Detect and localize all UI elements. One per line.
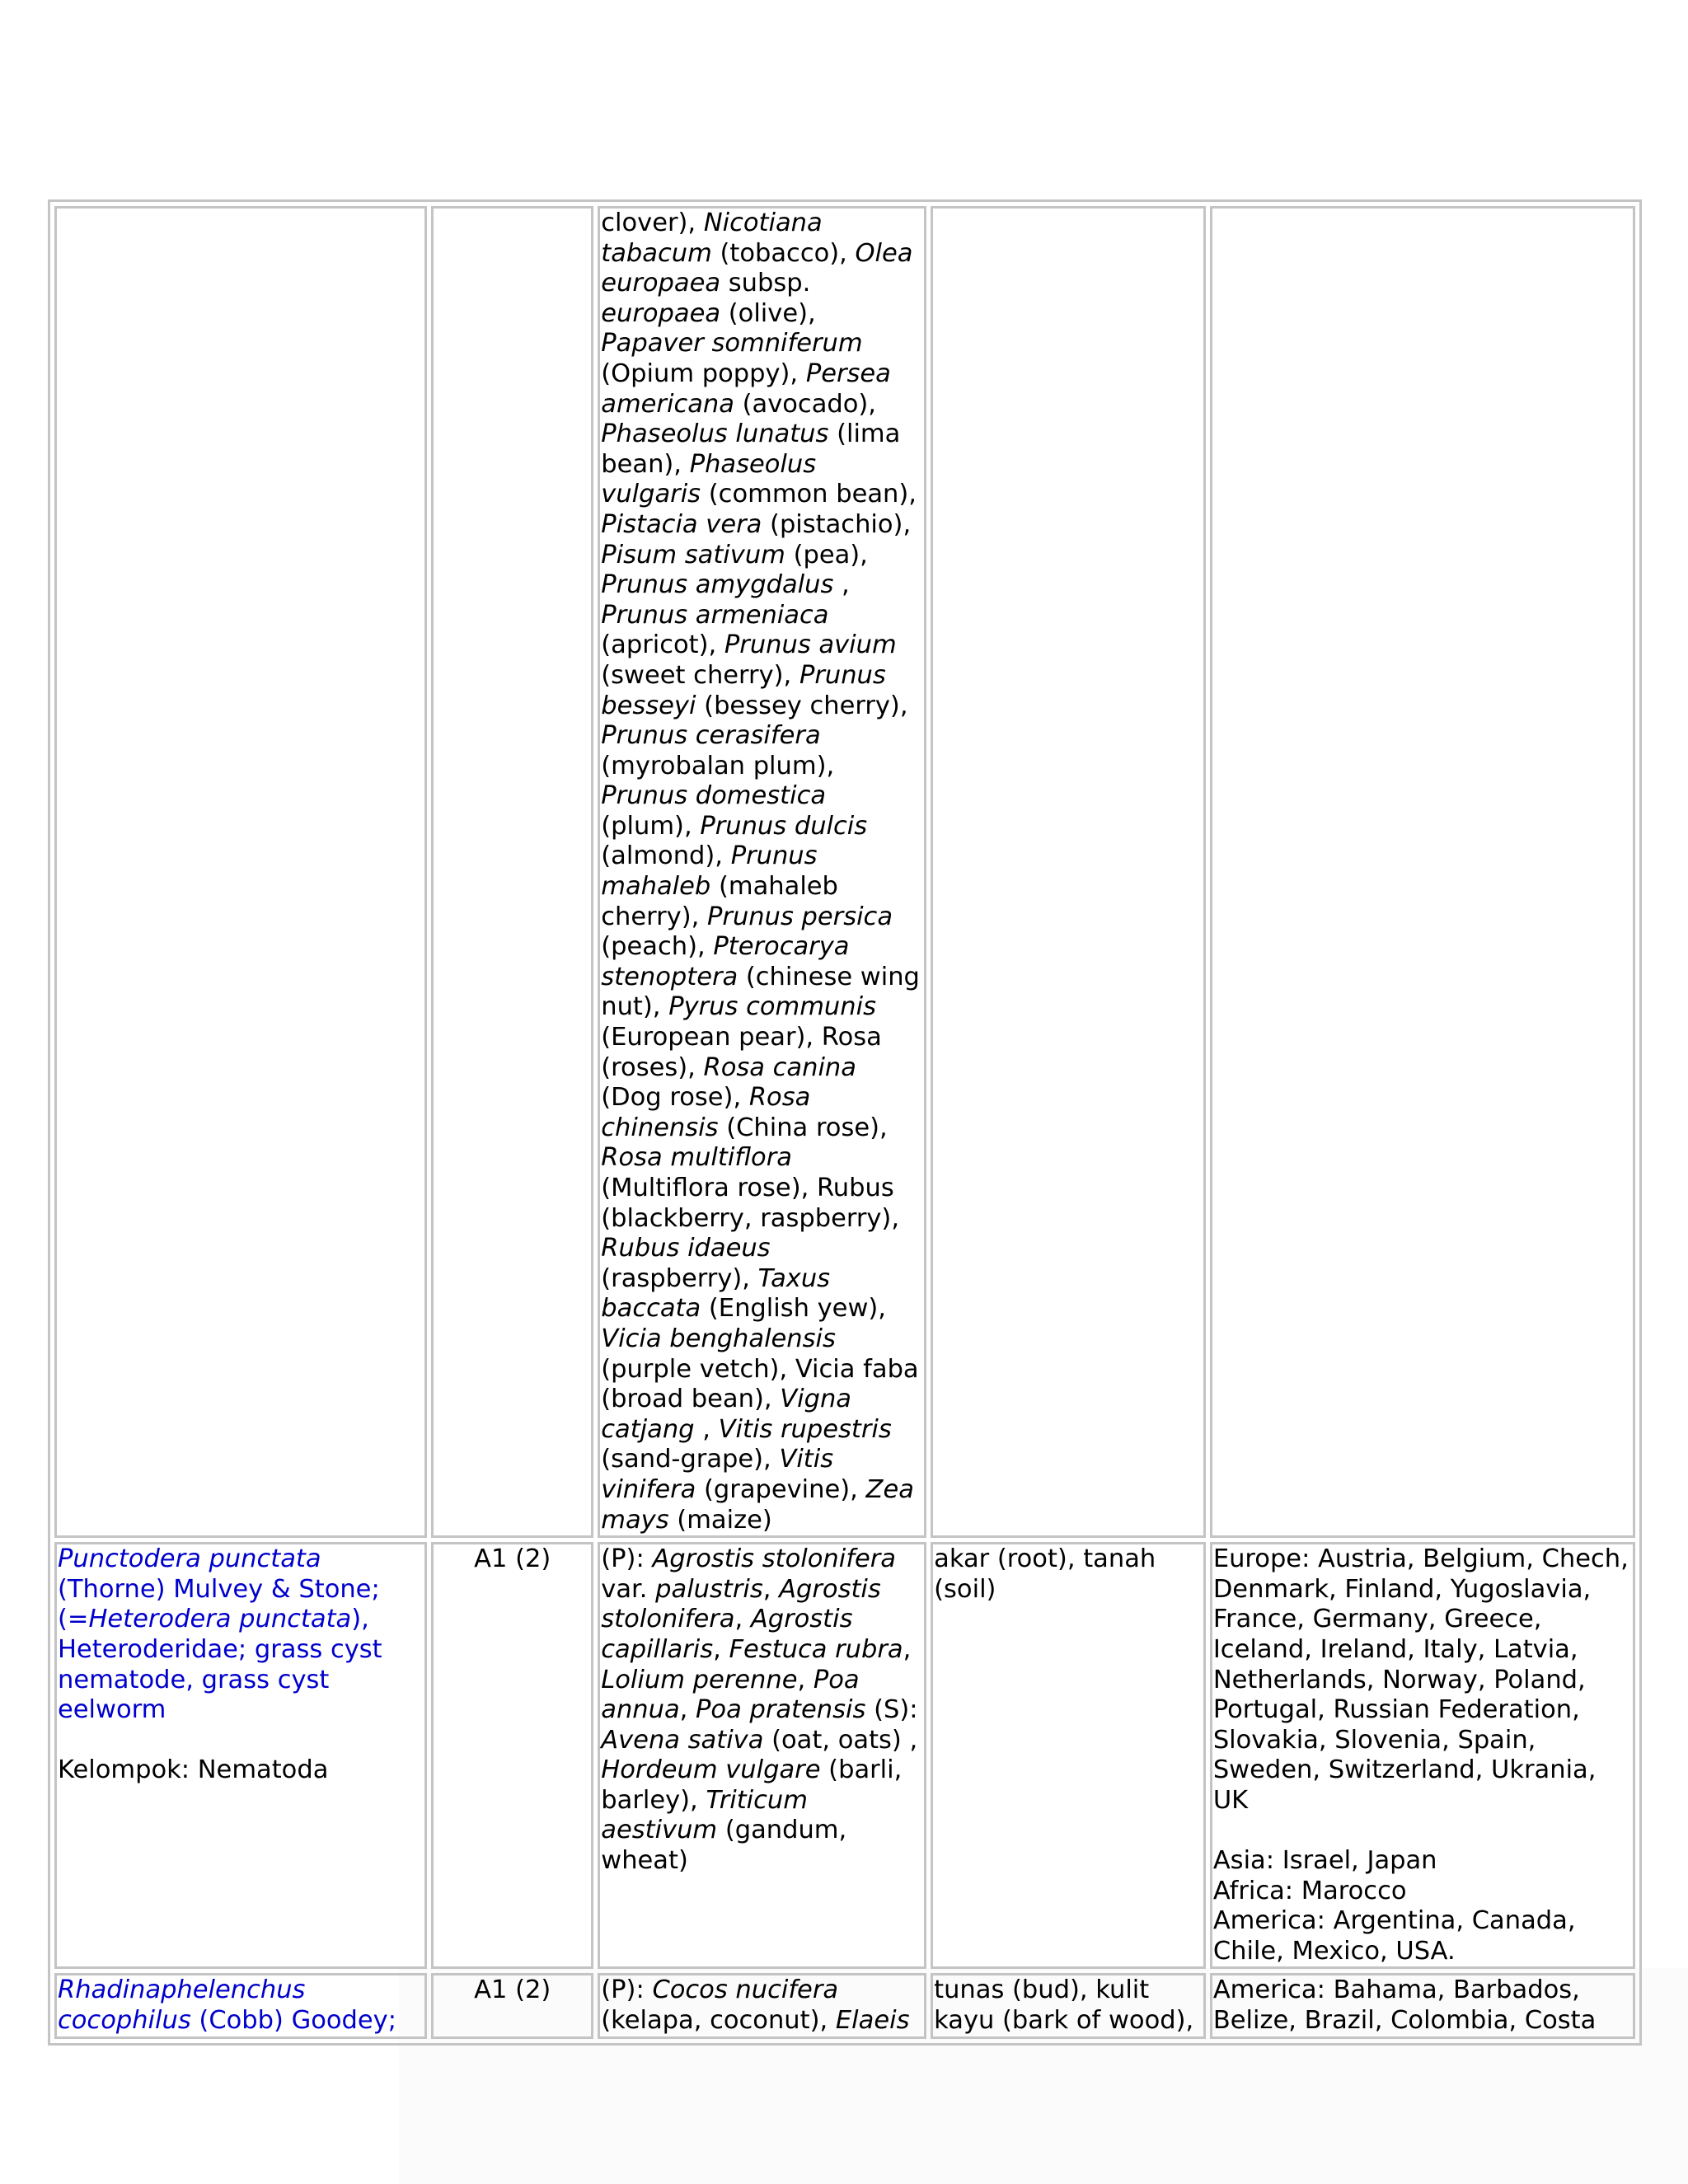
italic-term: Prunus dulcis bbox=[700, 811, 868, 841]
text-run: (pea), bbox=[785, 540, 868, 569]
plant-part-cell bbox=[931, 1973, 1206, 2039]
table-row bbox=[54, 1973, 1635, 2039]
italic-term: Prunus amygdalus bbox=[601, 570, 834, 600]
text-run: clover), bbox=[601, 209, 704, 237]
italic-term: Taxus baccata bbox=[601, 1263, 831, 1324]
italic-term: Phaseolus lunatus bbox=[601, 419, 829, 449]
italic-term: Vitis rupestris bbox=[718, 1414, 892, 1444]
distribution-cell bbox=[1210, 1542, 1635, 1969]
text-run: (tobacco), bbox=[711, 238, 856, 268]
category-cell bbox=[431, 1973, 593, 2039]
italic-term: Lolium perenne bbox=[601, 1665, 798, 1694]
text-run: (kelapa, coconut), bbox=[601, 2006, 836, 2036]
text-run: (plum), bbox=[601, 811, 701, 841]
italic-term: Nicotiana tabacum bbox=[601, 209, 823, 268]
italic-term: Rubus idaeus bbox=[601, 1234, 771, 1263]
distribution-africa: Africa: Marocco bbox=[1212, 1876, 1407, 1905]
pest-list-table bbox=[48, 199, 1642, 2046]
text-run: subsp. bbox=[720, 269, 811, 298]
italic-term: Agrostis stolonifera bbox=[652, 1544, 896, 1574]
distribution-asia: Asia: Israel, Japan bbox=[1212, 1846, 1437, 1876]
distribution-text: America: Bahama, Barbados, Belize, Brazil, Colombia, Costa bbox=[1212, 1975, 1597, 2036]
italic-term: Elaeis bbox=[835, 2006, 910, 2036]
text-run: (purple vetch), Vicia faba (broad bean), bbox=[601, 1354, 919, 1414]
host-list bbox=[601, 1544, 917, 1875]
italic-term: Pyrus communis bbox=[668, 992, 876, 1022]
pest-name-link[interactable] bbox=[58, 1544, 424, 1726]
text-run: , bbox=[903, 1634, 912, 1664]
pest-name-link[interactable] bbox=[58, 1975, 396, 2035]
text-run: , bbox=[762, 1574, 780, 1604]
category-cell bbox=[431, 206, 593, 1538]
italic-term: Persea americana bbox=[601, 359, 891, 419]
text-run: (grapevine), bbox=[696, 1474, 866, 1504]
text-run: , bbox=[833, 570, 850, 600]
text-run: (Cobb) Goodey; bbox=[190, 2006, 396, 2036]
text-run: (peach), bbox=[601, 932, 714, 962]
italic-term: Agrostis stolonifera bbox=[601, 1574, 881, 1634]
italic-term: europaea bbox=[601, 298, 721, 328]
plant-part-text: tunas (bud), kulit kayu (bark of wood), bbox=[934, 1975, 1194, 2036]
text-run: (S): bbox=[865, 1695, 918, 1725]
italic-term: Triticum aestivum bbox=[601, 1785, 808, 1845]
text-run: (barli, barley), bbox=[601, 1755, 903, 1815]
italic-term: Zea mays bbox=[601, 1474, 914, 1535]
text-run: , bbox=[694, 1414, 719, 1444]
text-run: var. bbox=[601, 1574, 656, 1604]
italic-term: Heterodera punctata bbox=[88, 1605, 352, 1634]
spacer bbox=[58, 1726, 424, 1756]
host-list bbox=[601, 209, 920, 1535]
italic-term: Agrostis capillaris bbox=[601, 1605, 853, 1664]
italic-term: Prunus persica bbox=[707, 902, 893, 931]
italic-term: Papaver somniferum bbox=[601, 329, 863, 359]
italic-term: Prunus domestica bbox=[601, 781, 827, 811]
text-run: , bbox=[797, 1665, 814, 1694]
text-run: (chinese wing nut), bbox=[601, 962, 920, 1022]
text-run: (Thorne) Mulvey & Stone; (= bbox=[58, 1574, 380, 1634]
italic-term: Hordeum vulgare bbox=[601, 1755, 821, 1785]
host-cell bbox=[598, 206, 926, 1538]
text-run: (bessey cherry), bbox=[696, 691, 908, 720]
text-run: (apricot), bbox=[601, 630, 724, 660]
text-run: (gandum, wheat) bbox=[601, 1816, 847, 1876]
text-run: , bbox=[734, 1605, 751, 1634]
italic-term: Punctodera punctata bbox=[58, 1544, 321, 1574]
host-list bbox=[601, 1975, 909, 2035]
italic-term: Olea europaea bbox=[601, 238, 913, 298]
italic-term: Poa annua bbox=[601, 1665, 860, 1725]
host-cell bbox=[598, 1973, 926, 2039]
table-row bbox=[54, 1542, 1635, 1969]
distribution-cell bbox=[1210, 1973, 1635, 2039]
text-run: (sand-grape), bbox=[601, 1445, 780, 1474]
category-label: A1 (2) bbox=[474, 1544, 551, 1574]
italic-term: Prunus armeniaca bbox=[601, 600, 829, 630]
text-run: (Multiflora rose), Rubus (blackberry, raspberry), bbox=[601, 1174, 900, 1233]
pest-name-cell bbox=[54, 1973, 427, 2039]
text-run: , bbox=[713, 1634, 729, 1664]
text-run: (P): bbox=[601, 1975, 653, 2005]
text-run: (raspberry), bbox=[601, 1263, 758, 1293]
text-run: (Opium poppy), bbox=[601, 359, 806, 388]
text-run: (pistachio), bbox=[762, 509, 912, 539]
italic-term: Pisum sativum bbox=[601, 540, 785, 569]
italic-term: Prunus avium bbox=[724, 630, 897, 660]
italic-term: palustris bbox=[655, 1574, 763, 1604]
italic-term: Poa pratensis bbox=[696, 1695, 866, 1725]
italic-term: Prunus cerasifera bbox=[601, 721, 821, 751]
plant-part-text: akar (root), tanah (soil) bbox=[934, 1544, 1156, 1604]
text-run: , bbox=[679, 1695, 696, 1725]
text-run: (China rose), bbox=[718, 1113, 888, 1142]
plant-part-cell bbox=[931, 206, 1206, 1538]
text-run: (myrobalan plum), bbox=[601, 751, 835, 780]
italic-term: Prunus mahaleb bbox=[601, 841, 818, 902]
category-label: A1 (2) bbox=[474, 1975, 551, 2005]
italic-term: Vitis vinifera bbox=[601, 1445, 834, 1504]
text-run: ), Heteroderidae; grass cyst nematode, grass cyst eelworm bbox=[58, 1605, 382, 1725]
italic-term: Rosa chinensis bbox=[601, 1083, 811, 1142]
italic-term: Avena sativa bbox=[601, 1725, 764, 1755]
spacer bbox=[1213, 1816, 1632, 1846]
italic-term: Rhadinaphelenchus cocophilus bbox=[58, 1975, 306, 2036]
italic-term: Prunus besseyi bbox=[601, 660, 886, 720]
category-cell bbox=[431, 1542, 593, 1969]
table-row bbox=[54, 206, 1635, 1538]
italic-term: Rosa multiflora bbox=[601, 1143, 792, 1173]
text-run: (mahaleb cherry), bbox=[601, 872, 838, 931]
italic-term: Vicia benghalensis bbox=[601, 1324, 836, 1353]
text-run: (maize) bbox=[668, 1505, 772, 1535]
pest-name-cell bbox=[54, 1542, 427, 1969]
italic-term: Vigna catjang bbox=[601, 1385, 851, 1444]
text-run: (oat, oats) , bbox=[763, 1725, 918, 1755]
distribution-america: America: Argentina, Canada, Chile, Mexico, USA. bbox=[1212, 1906, 1576, 1966]
text-run: (sweet cherry), bbox=[601, 660, 799, 690]
text-run: (lima bean), bbox=[601, 419, 901, 479]
italic-term: Festuca rubra bbox=[729, 1634, 903, 1664]
text-run: (Dog rose), bbox=[601, 1083, 749, 1113]
italic-term: Phaseolus vulgaris bbox=[601, 449, 817, 509]
italic-term: Pistacia vera bbox=[601, 509, 762, 539]
text-run: (European pear), Rosa (roses), bbox=[601, 1023, 882, 1082]
italic-term: Cocos nucifera bbox=[652, 1975, 839, 2005]
pest-name-cell bbox=[54, 206, 427, 1538]
text-run: (avocado), bbox=[734, 389, 877, 419]
text-run: (English yew), bbox=[701, 1294, 886, 1324]
distribution-europe: Europe: Austria, Belgium, Chech, Denmark, Finland, Yugoslavia, France, Germany, Greece, Iceland, Ireland, Italy, Latvia, Netherlands, Norway, Poland, Portugal, Russian Federation, Slovakia, Slovenia, Spain, Sweden, Switzerland, Ukrania, UK bbox=[1212, 1544, 1629, 1815]
host-cell bbox=[598, 1542, 926, 1969]
text-run: (olive), bbox=[720, 298, 816, 328]
pest-group: Kelompok: Nematoda bbox=[58, 1755, 329, 1785]
distribution-cell bbox=[1210, 206, 1635, 1538]
text-run: (P): bbox=[601, 1544, 653, 1574]
plant-part-cell bbox=[931, 1542, 1206, 1969]
text-run: (almond), bbox=[601, 841, 731, 871]
italic-term: Pterocarya stenoptera bbox=[601, 932, 850, 991]
italic-term: Rosa canina bbox=[703, 1052, 856, 1082]
text-run: (common bean), bbox=[701, 480, 917, 509]
